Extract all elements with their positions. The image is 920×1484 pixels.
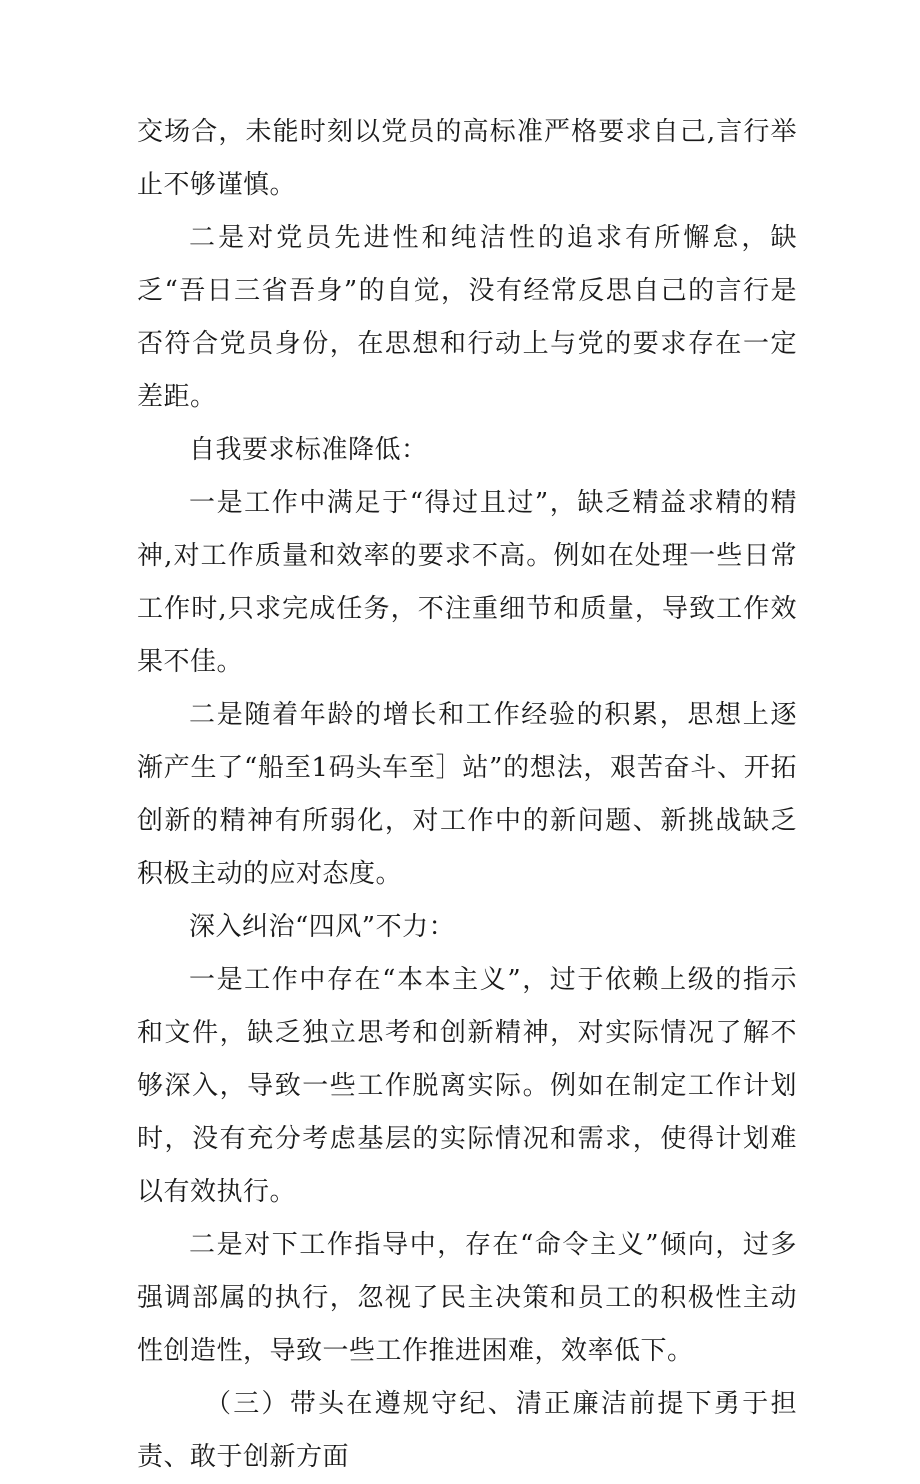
paragraph-item: 二是对下工作指导中，存在“命令主义”倾向，过多强调部属的执行，忽视了民主决策和员工的积极性主动性创造性，导致一些工作推进困难，效率低下。 xyxy=(137,1230,797,1366)
paragraph-item: 一是工作中存在“本本主义”，过于依赖上级的指示和文件，缺乏独立思考和创新精神，对实际情况了解不够深入，导致一些工作脱离实际。例如在制定工作计划时，没有充分考虑基层的实际情况和需求，使得计划难以有效执行。 xyxy=(137,965,797,1207)
paragraph-item: 二是对党员先进性和纯洁性的追求有所懈怠，缺乏“吾日三省吾身”的自觉，没有经常反思自己的言行是否符合党员身份，在思想和行动上与党的要求存在一定差距。 xyxy=(137,223,797,412)
paragraph-subheading: 深入纠治“四风”不力： xyxy=(189,912,456,942)
paragraph-item: 一是工作中满足于“得过且过”，缺乏精益求精的精神,对工作质量和效率的要求不高。例如在处理一些日常工作时,只求完成任务，不注重细节和质量，导致工作效果不佳。 xyxy=(137,488,797,677)
paragraph-subheading: 自我要求标准降低： xyxy=(189,435,428,465)
document-body xyxy=(137,106,797,1484)
paragraph-continuation: 交场合，未能时刻以党员的高标准严格要求自己,言行举止不够谨慎。 xyxy=(137,117,797,200)
paragraph-item: 二是随着年龄的增长和工作经验的积累，思想上逐渐产生了“船至1码头车至］站”的想法，艰苦奋斗、开拓创新的精神有所弱化，对工作中的新问题、新挑战缺乏积极主动的应对态度。 xyxy=(137,700,797,889)
section-heading: （三）带头在遵规守纪、清正廉洁前提下勇于担责、敢于创新方面 xyxy=(137,1389,797,1472)
